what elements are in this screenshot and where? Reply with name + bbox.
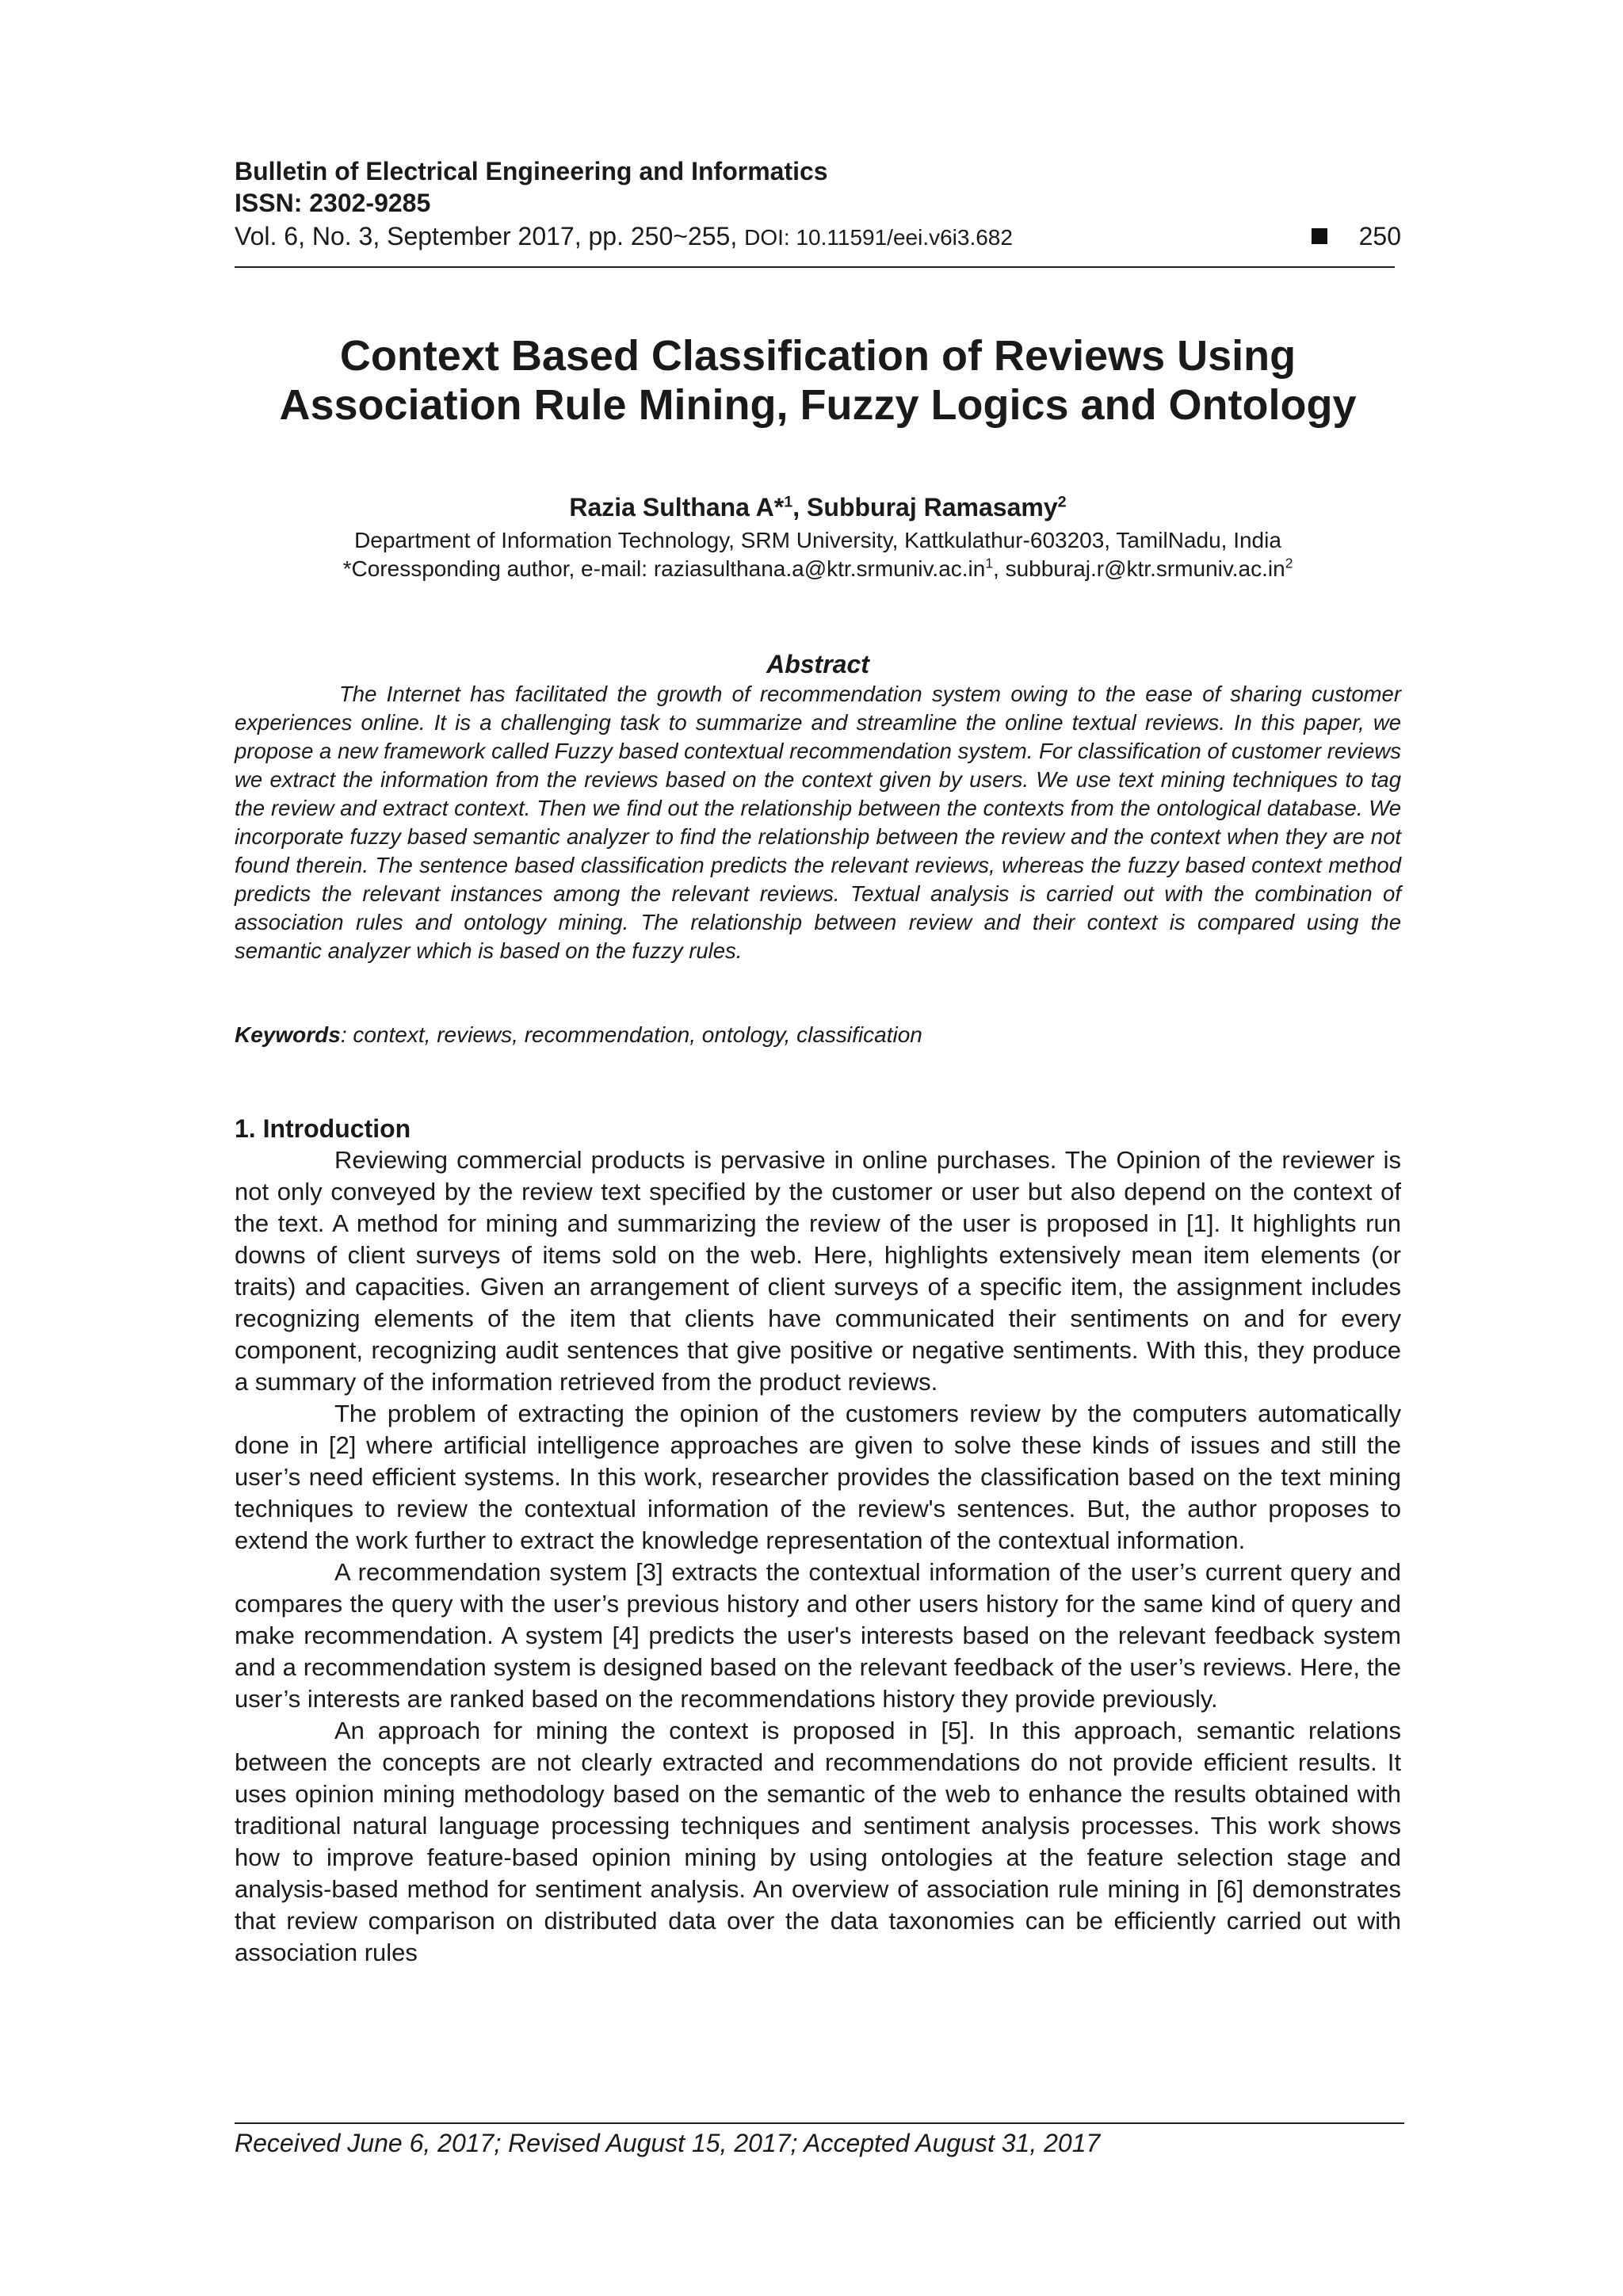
author-2: Subburaj Ramasamy <box>807 493 1058 521</box>
footer-rule <box>235 2122 1404 2124</box>
title-line-1: Context Based Classification of Reviews Using <box>339 332 1296 380</box>
keywords <box>235 1021 1401 1049</box>
header-rule <box>235 266 1395 268</box>
corresponding-author <box>235 555 1401 583</box>
affiliation: Department of Information Technology, SRM University, Kattkulathur-603203, TamilNadu, India <box>354 528 1281 552</box>
corresp-mark-1: 1 <box>985 555 994 571</box>
intro-paragraph-3: A recommendation system [3] extracts the contextual information of the user’s current query and compares the query with the user’s previous history and other users history for the same kind of query and make recommendation. A system [4] predicts the user's interests based on the relevant feedback system and a recommendation system is designed based on the relevant feedback of the user’s reviews. Here, the user’s interests are ranked based on the recommendations history they provide previously. <box>235 1558 1401 1713</box>
paper-title <box>235 331 1401 430</box>
intro-paragraph-4: An approach for mining the context is proposed in [5]. In this approach, semantic relations between the concepts are not clearly extracted and recommendations do not provide efficient results. It uses opinion mining methodology based on the semantic of the web to enhance the results obtained with traditional natural language processing techniques and sentiment analysis processes. This work shows how to improve feature-based opinion mining by using ontologies at the feature selection stage and analysis-based method for sentiment analysis. An overview of association rule mining in [6] demonstrates that review comparison on distributed data over the data taxonomies can be efficiently carried out with association rules <box>235 1717 1401 1966</box>
author-separator: , <box>792 493 808 521</box>
volume-info: Vol. 6, No. 3, September 2017, pp. 250~255, <box>235 222 745 250</box>
journal-header <box>235 155 1401 254</box>
intro-paragraph-1: Reviewing commercial products is pervasive in online purchases. The Opinion of the reviewer is not only conveyed by the review text specified by the customer or user but also depend on the context of the text. A method for mining and summarizing the review of the user is proposed in [1]. It highlights run downs of client surveys of items sold on the web. Here, highlights extensively mean item elements (or traits) and capacities. Given an arrangement of client surveys of a specific item, the assignment includes recognizing elements of the item that clients have communicated their sentiments on and for every component, recognizing audit sentences that give positive or negative sentiments. With this, they produce a summary of the information retrieved from the product reviews. <box>235 1146 1401 1396</box>
introduction-body <box>235 1144 1401 1969</box>
corresp-mark-2: 2 <box>1285 555 1293 571</box>
page-number: 250 <box>1358 222 1401 250</box>
author-2-affil-mark: 2 <box>1057 493 1067 511</box>
received-dates: Received June 6, 2017; Revised August 15, 2017; Accepted August 31, 2017 <box>235 2129 1101 2157</box>
section-heading-introduction: 1. Introduction <box>235 1114 411 1143</box>
intro-paragraph-2: The problem of extracting the opinion of the customers review by the computers automatically done in [2] where artificial intelligence approaches are given to solve these kinds of issues and still the user’s need efficient systems. In this work, researcher provides the classification based on the text mining techniques to review the contextual information of the review's sentences. But, the author proposes to extend the work further to extract the knowledge representation of the contextual information. <box>235 1400 1401 1554</box>
title-line-2: Association Rule Mining, Fuzzy Logics and Ontology <box>279 381 1357 429</box>
corresp-email-1: *Coressponding author, e-mail: raziasulthana.a@ktr.srmuniv.ac.in <box>342 556 986 581</box>
doi: DOI: 10.11591/eei.v6i3.682 <box>744 225 1013 250</box>
page-number-block <box>1312 219 1401 254</box>
keywords-label: Keywords <box>235 1022 341 1047</box>
keywords-list: : context, reviews, recommendation, ontology, classification <box>340 1022 922 1047</box>
author-list <box>235 491 1401 523</box>
square-bullet-icon <box>1312 228 1327 244</box>
journal-issn: ISSN: 2302-9285 <box>235 189 431 217</box>
journal-name: Bulletin of Electrical Engineering and Informatics <box>235 157 828 185</box>
corresp-email-2: , subburaj.r@ktr.srmuniv.ac.in <box>993 556 1285 581</box>
abstract-text: The Internet has facilitated the growth of recommendation system owing to the ease of sharing customer experiences online. It is a challenging task to summarize and streamline the online textual reviews. In this paper, we propose a new framework called Fuzzy based contextual recommendation system. For classification of customer reviews we extract the information from the reviews based on the context given by users. We use text mining techniques to tag the review and extract context. Then we find out the relationship between the contexts from the ontological database. We incorporate fuzzy based semantic analyzer to find the relationship between the review and the context when they are not found therein. The sentence based classification predicts the relevant reviews, whereas the fuzzy based context method predicts the relevant instances among the relevant reviews. Textual analysis is carried out with the combination of association rules and ontology mining. The relationship between review and their context is compared using the semantic analyzer which is based on the fuzzy rules. <box>235 682 1401 963</box>
volume-line <box>235 219 1401 254</box>
author-1-affil-mark: 1 <box>784 493 793 511</box>
abstract-heading: Abstract <box>766 650 869 678</box>
author-1: Razia Sulthana A* <box>569 493 785 521</box>
